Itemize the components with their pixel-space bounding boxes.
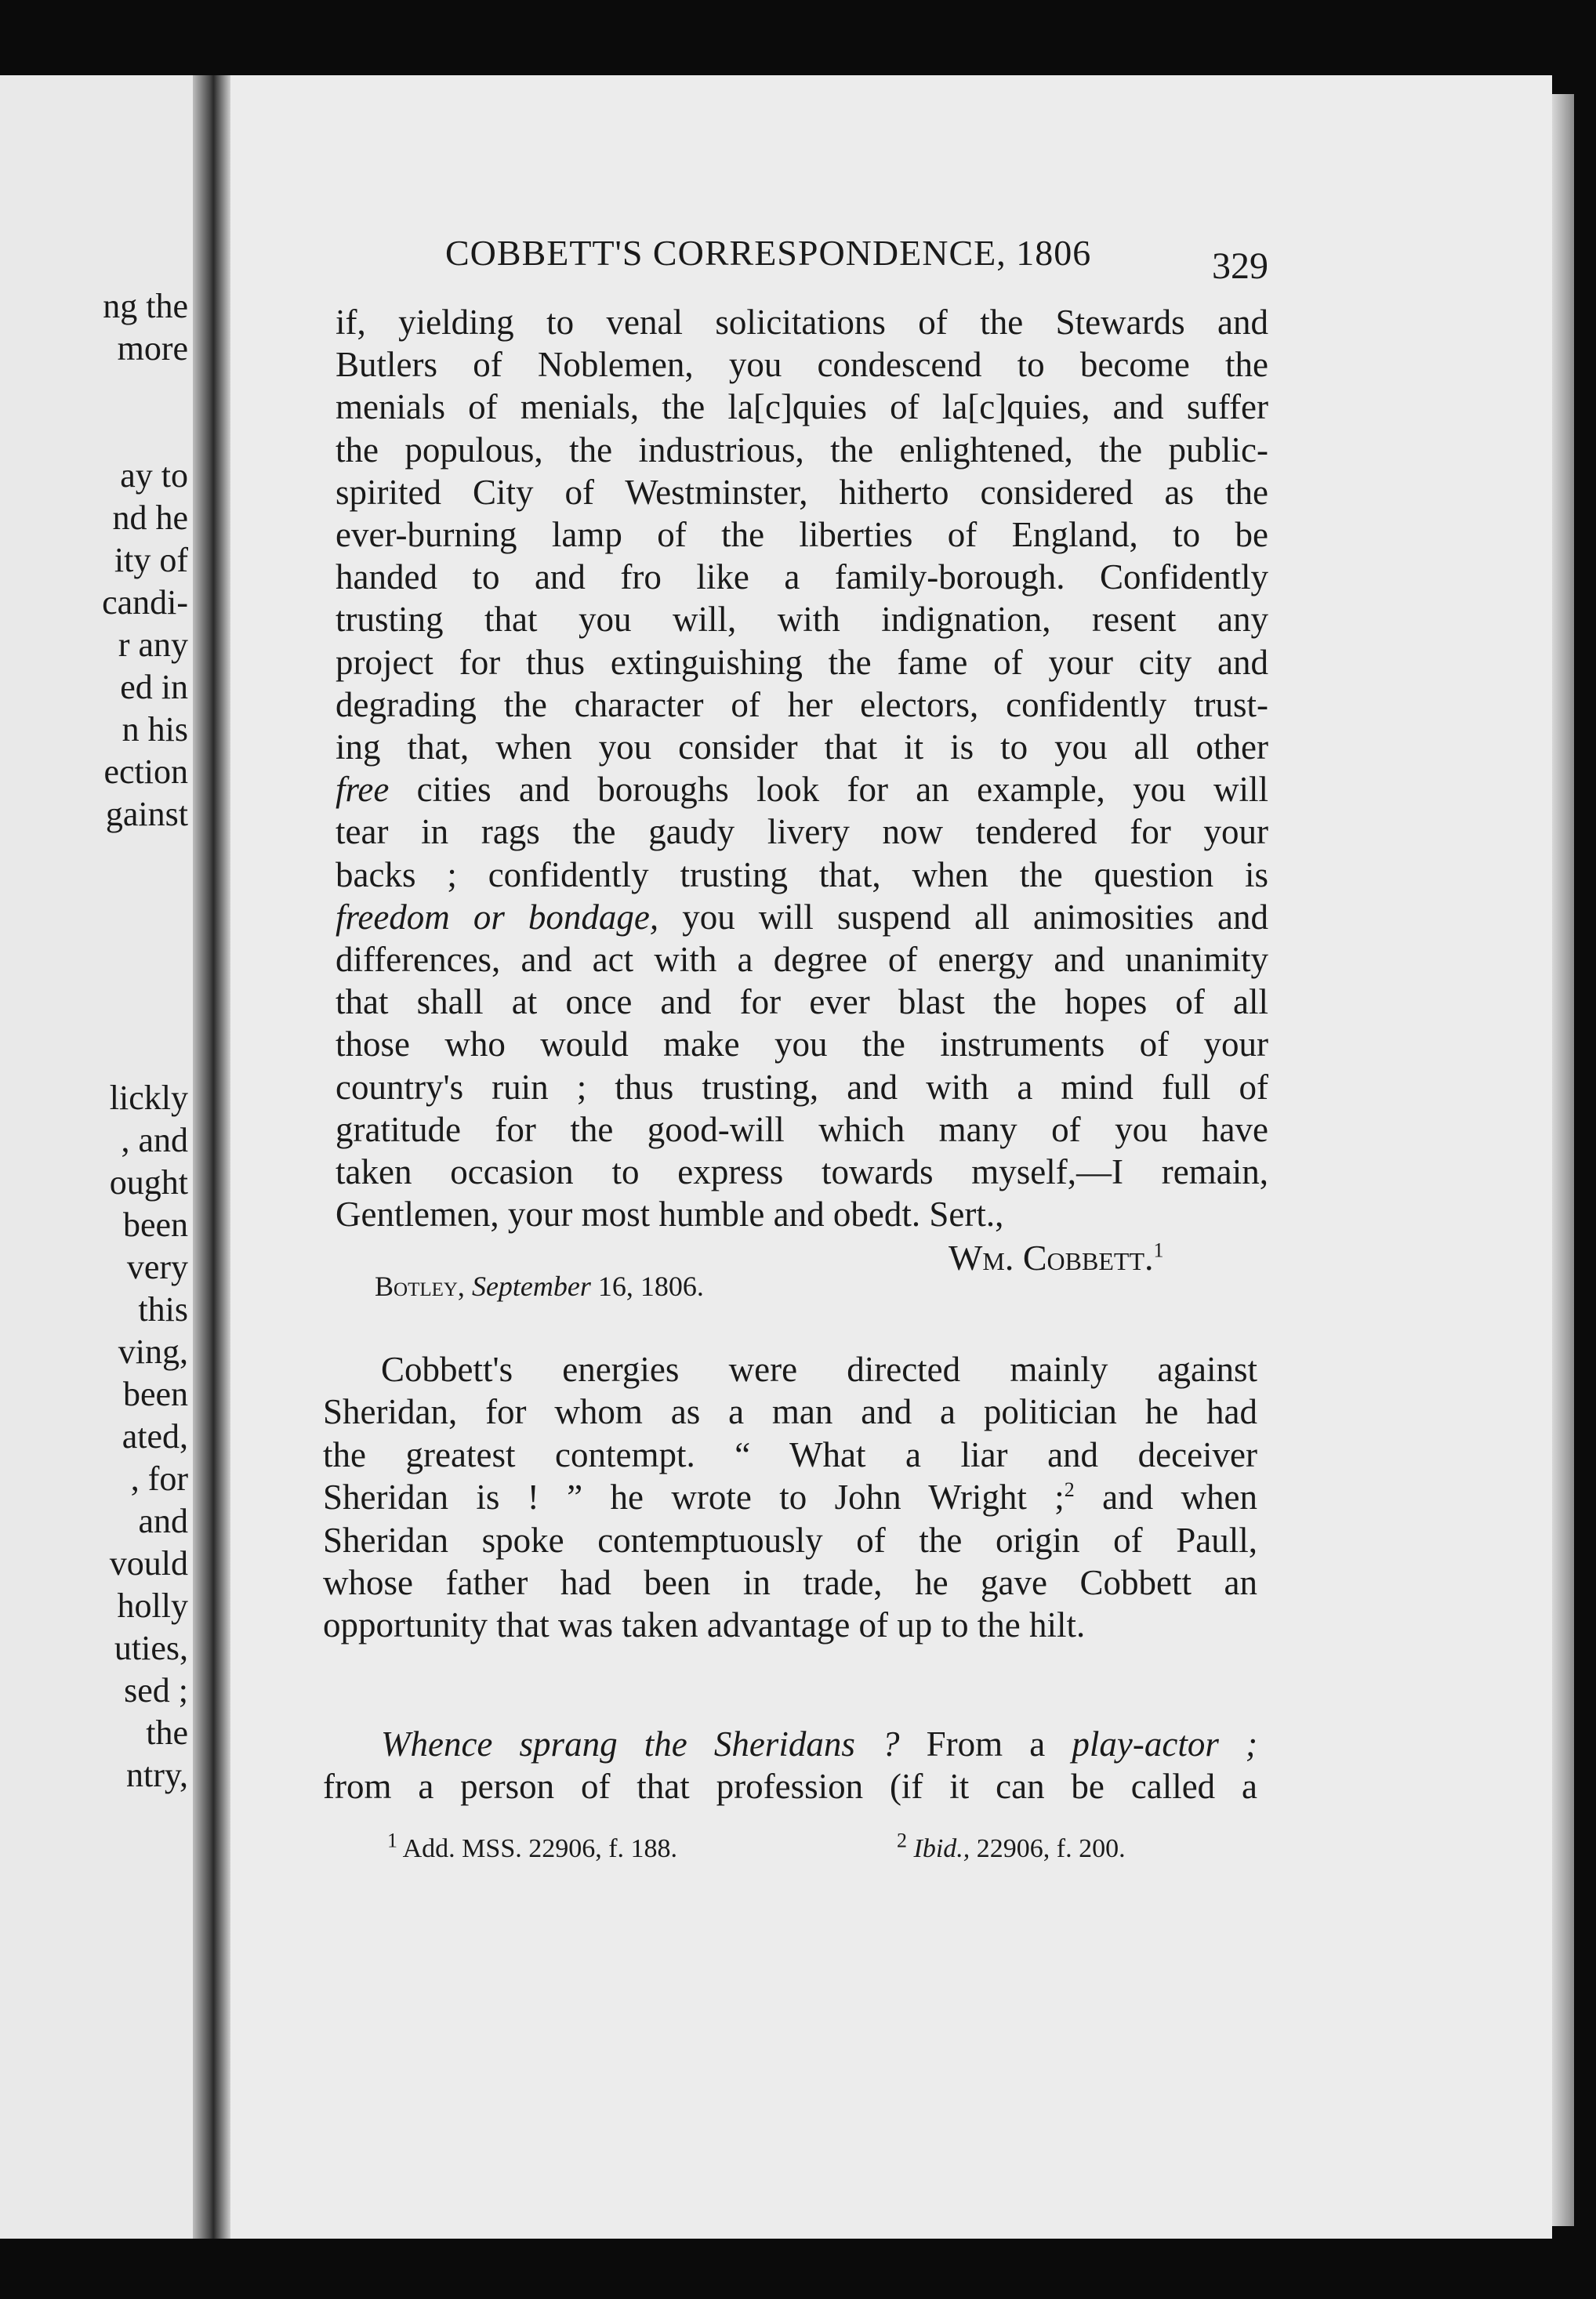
text-line: trusting that you will, with indignation, resent any <box>336 600 1268 640</box>
page-edge <box>1552 94 1574 2226</box>
footnote-2: $^2$ Ibid., 22906, f. 200. <box>897 1829 1126 1863</box>
text-line: degrading the character of her electors, confidently trust- <box>336 684 1268 724</box>
book-gutter <box>193 75 230 2239</box>
paragraph <box>323 1723 1257 1808</box>
text-line: ever-burning lamp of the liberties of England, to be <box>336 515 1268 555</box>
footnote-mark: 2 <box>1064 1478 1075 1502</box>
text-line: from a person of that profession (if it can be called a <box>323 1767 1257 1807</box>
text-line: that shall at once and for ever blast the hopes of all <box>336 982 1268 1022</box>
footnote-1: $^1$ Add. MSS. 22906, f. 188. <box>387 1829 678 1863</box>
place-date: Botley, September 16, 1806. <box>375 1271 704 1302</box>
text-line: free cities and boroughs look for an example, you will <box>336 770 1268 810</box>
left-page-fragment-2: ay to nd he ity of candi- r any ed in n his ection gainst <box>102 456 188 833</box>
text-line: those who would make you the instruments of your <box>336 1024 1268 1064</box>
text-line: the greatest contempt. “ What a liar and deceiver <box>323 1434 1257 1474</box>
footnote-mark: 1 <box>1153 1238 1164 1262</box>
signature: Wm. Cobbett.$^1$ <box>949 1238 1164 1278</box>
text-line: menials of menials, the la[c]quies of la[c]quies, and suffer <box>336 387 1268 427</box>
text-line: Whence sprang the Sheridans ? From a play-actor ; <box>381 1724 1257 1764</box>
text-line: if, yielding to venal solicitations of the Stewards and <box>336 303 1268 342</box>
text-line: Gentlemen, your most humble and obedt. Sert., <box>336 1195 1004 1235</box>
text-line: backs ; confidently trusting that, when the question is <box>336 854 1268 894</box>
text-line: taken occasion to express towards myself,—I remain, <box>336 1152 1268 1192</box>
text-line: differences, and act with a degree of energy and unanimity <box>336 940 1268 980</box>
text-line: gratitude for the good-will which many of you have <box>336 1109 1268 1149</box>
text-line: project for thus extinguishing the fame of your city and <box>336 642 1268 682</box>
paragraph <box>323 1348 1257 1647</box>
text-line: Sheridan is ! ” he wrote to John Wright ;$^2$ and when <box>323 1478 1257 1518</box>
italic-word: free <box>336 770 390 810</box>
text-line: whose father had been in trade, he gave Cobbett an <box>323 1563 1257 1603</box>
text-line: handed to and fro like a family-borough. Confidently <box>336 557 1268 597</box>
text-line: freedom or bondage, you will suspend all animosities and <box>336 897 1269 937</box>
text-line: the populous, the industrious, the enlightened, the public- <box>336 430 1268 470</box>
text-line: Sheridan spoke contemptuously of the origin of Paull, <box>323 1520 1257 1560</box>
letter-body <box>336 301 1268 1235</box>
left-page-fragment-1: ng the more <box>103 287 188 368</box>
running-head: COBBETT'S CORRESPONDENCE, 1806 <box>445 233 1092 273</box>
italic-phrase: freedom or bondage, <box>336 897 659 937</box>
text-line: country's ruin ; thus trusting, and with a mind full of <box>336 1067 1268 1107</box>
text-line: Sheridan, for whom as a man and a politician he had <box>323 1392 1257 1432</box>
text-line: ing that, when you consider that it is to you all other <box>336 727 1268 767</box>
text-line: Butlers of Noblemen, you condescend to become the <box>336 345 1268 385</box>
text-line: Cobbett's energies were directed mainly against <box>381 1350 1257 1389</box>
text-line: tear in rags the gaudy livery now tendered for your <box>336 812 1268 852</box>
text-line: spirited City of Westminster, hitherto considered as the <box>336 472 1268 512</box>
left-page-fragment-3: lickly , and ought been very this ving, been ated, , for and vould holly uties, sed ; the ntry, <box>109 1079 188 1794</box>
text-line: opportunity that was taken advantage of up to the hilt. <box>323 1605 1086 1645</box>
page-number: 329 <box>1212 245 1268 287</box>
